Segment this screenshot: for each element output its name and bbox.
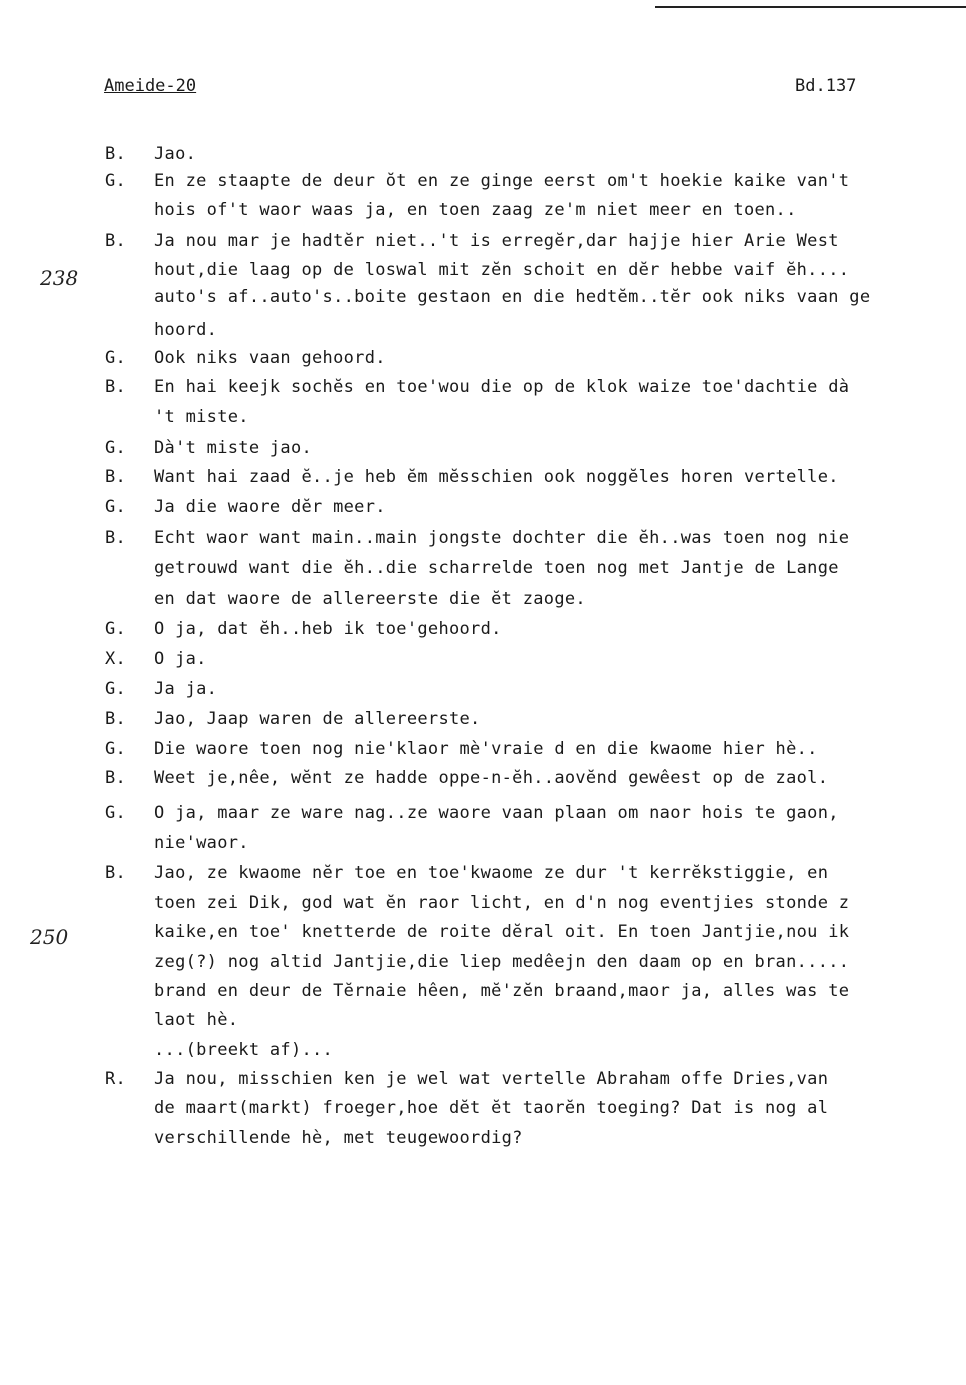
speaker-label: G. xyxy=(105,171,127,191)
speaker-label: G. xyxy=(105,679,127,699)
line-text: en dat waore de allereerste die ĕt zaoge. xyxy=(154,589,586,609)
line-text: Ja ja. xyxy=(154,679,218,699)
speaker-label: R. xyxy=(105,1069,127,1089)
line-text: Ja nou mar je hadtĕr niet..'t is erregĕr,dar hajje hier Arie West xyxy=(154,231,839,251)
line-text: hois of't waor waas ja, en toen zaag ze'm niet meer en toen.. xyxy=(154,200,797,220)
line-text: Jao, ze kwaome nĕr toe en toe'kwaome ze dur 't kerrĕkstiggie, en xyxy=(154,863,829,883)
line-text: auto's af..auto's..boite gestaon en die hedtĕm..tĕr ook niks vaan ge xyxy=(154,287,871,307)
line-text: zeg(?) nog altid Jantjie,die liep medêejn den daam op en bran..... xyxy=(154,952,850,972)
line-text: laot hè. xyxy=(154,1010,239,1030)
line-text: Die waore toen nog nie'klaor mè'vraie d en die kwaome hier hè.. xyxy=(154,739,818,759)
speaker-label: G. xyxy=(105,497,127,517)
speaker-label: B. xyxy=(105,231,127,251)
line-text: Ja nou, misschien ken je wel wat vertelle Abraham offe Dries,van xyxy=(154,1069,829,1089)
speaker-label: B. xyxy=(105,144,127,164)
line-text: Want hai zaad ĕ..je heb ĕm mĕsschien ook noggĕles horen vertelle. xyxy=(154,467,839,487)
line-text: Ja die waore dĕr meer. xyxy=(154,497,386,517)
line-text: hoord. xyxy=(154,320,218,340)
line-text: de maart(markt) froeger,hoe dĕt ĕt taorĕn toeging? Dat is nog al xyxy=(154,1098,829,1118)
line-text: Weet je,nêe, wĕnt ze hadde oppe-n-ĕh..aovĕnd gewêest op de zaol. xyxy=(154,768,829,788)
speaker-label: B. xyxy=(105,709,127,729)
line-text: Jao. xyxy=(154,144,197,164)
line-text: Dà't miste jao. xyxy=(154,438,313,458)
speaker-label: B. xyxy=(105,768,127,788)
line-text: O ja, maar ze ware nag..ze waore vaan plaan om naor hois te gaon, xyxy=(154,803,839,823)
header-left: Ameide-20 xyxy=(104,76,197,96)
line-text: O ja, dat ĕh..heb ik toe'gehoord. xyxy=(154,619,502,639)
line-text: Echt waor want main..main jongste dochter die ĕh..was toen nog nie xyxy=(154,528,850,548)
line-text: brand en deur de Tĕrnaie hêen, mĕ'zĕn braand,maor ja, alles was te xyxy=(154,981,850,1001)
line-text: En ze staapte de deur ŏt en ze ginge eerst om't hoekie kaike van't xyxy=(154,171,850,191)
line-text: Ook niks vaan gehoord. xyxy=(154,348,386,368)
line-text: Jao, Jaap waren de allereerste. xyxy=(154,709,481,729)
top-rule xyxy=(655,6,966,8)
speaker-label: G. xyxy=(105,348,127,368)
line-text: O ja. xyxy=(154,649,207,669)
line-text: verschillende hè, met teugewoordig? xyxy=(154,1128,523,1148)
line-text: En hai keejk sochĕs en toe'wou die op de klok waize toe'dachtie dà xyxy=(154,377,850,397)
header-right: Bd.137 xyxy=(795,76,857,96)
speaker-label: G. xyxy=(105,803,127,823)
speaker-label: G. xyxy=(105,438,127,458)
speaker-label: B. xyxy=(105,528,127,548)
speaker-label: G. xyxy=(105,619,127,639)
line-text: kaike,en toe' knetterde de roite dĕral oit. En toen Jantjie,nou ik xyxy=(154,922,850,942)
margin-note: 238 xyxy=(40,266,79,290)
line-text: nie'waor. xyxy=(154,833,249,853)
speaker-label: B. xyxy=(105,377,127,397)
margin-note: 250 xyxy=(30,925,69,949)
line-text: ...(breekt af)... xyxy=(154,1040,334,1060)
speaker-label: B. xyxy=(105,863,127,883)
line-text: hout,die laag op de loswal mit zĕn schoit en dĕr hebbe vaif ĕh.... xyxy=(154,260,850,280)
speaker-label: X. xyxy=(105,649,127,669)
line-text: getrouwd want die ĕh..die scharrelde toen nog met Jantje de Lange xyxy=(154,558,839,578)
speaker-label: B. xyxy=(105,467,127,487)
line-text: toen zei Dik, god wat ĕn raor licht, en d'n nog eventjies stonde z xyxy=(154,893,850,913)
line-text: 't miste. xyxy=(154,407,249,427)
speaker-label: G. xyxy=(105,739,127,759)
